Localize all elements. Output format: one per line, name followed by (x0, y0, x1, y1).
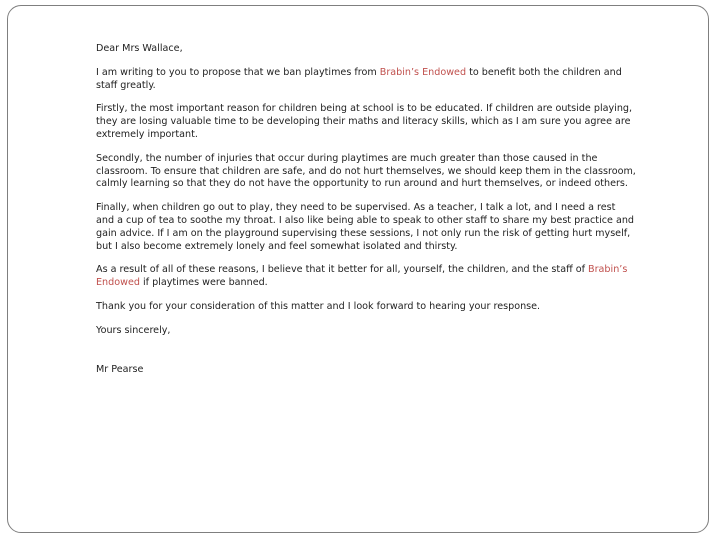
proposal-text-start: I am writing to you to propose that we ban playtimes from (96, 66, 380, 78)
school-name: Brabin’s Endowed (379, 66, 467, 78)
proposal-text-end: to benefit both the children and staff greatly. (96, 66, 622, 91)
signature: Mr Pearse (96, 363, 144, 375)
paragraph-conclusion (96, 264, 636, 290)
letter-body (96, 43, 636, 387)
paragraph-firstly: Firstly, the most important reason for children being at school is to be educated. If children are outside playing, they are losing valuable time to be developing their maths and literacy skills, which as I am sure you agree are extremely important. (96, 103, 633, 140)
paragraph-secondly: Secondly, the number of injuries that occur during playtimes are much greater than those caused in the classroom. To ensure that children are safe, and do not hurt themselves, we should keep them in the classroom, calmly learning so that they do not have the opportunity to run around and hurt themselves, or indeed others. (96, 152, 636, 190)
greeting: Dear Mrs Wallace, (96, 43, 183, 54)
closing: Yours sincerely, (96, 324, 171, 336)
paragraph-proposal (96, 67, 636, 93)
conclusion-text-end: if playtimes were banned. (139, 277, 268, 289)
school-name: Brabin’s Endowed (96, 264, 628, 289)
conclusion-text-start: As a result of all of these reasons, I believe that it better for all, yourself, the children, and the staff of (96, 264, 589, 276)
paragraph-finally: Finally, when children go out to play, they need to be supervised. As a teacher, I talk a lot, and I need a rest and a cup of tea to soothe my throat. I also like being able to speak to other staff to share my best practice and gain advice. If I am on the playground supervising these sessions, I not only run the risk of getting hurt myself, but I also become extremely lonely and feel somewhat isolated and thirsty. (96, 202, 635, 252)
paragraph-thanks: Thank you for your consideration of this matter and I look forward to hearing your response. (96, 300, 541, 312)
